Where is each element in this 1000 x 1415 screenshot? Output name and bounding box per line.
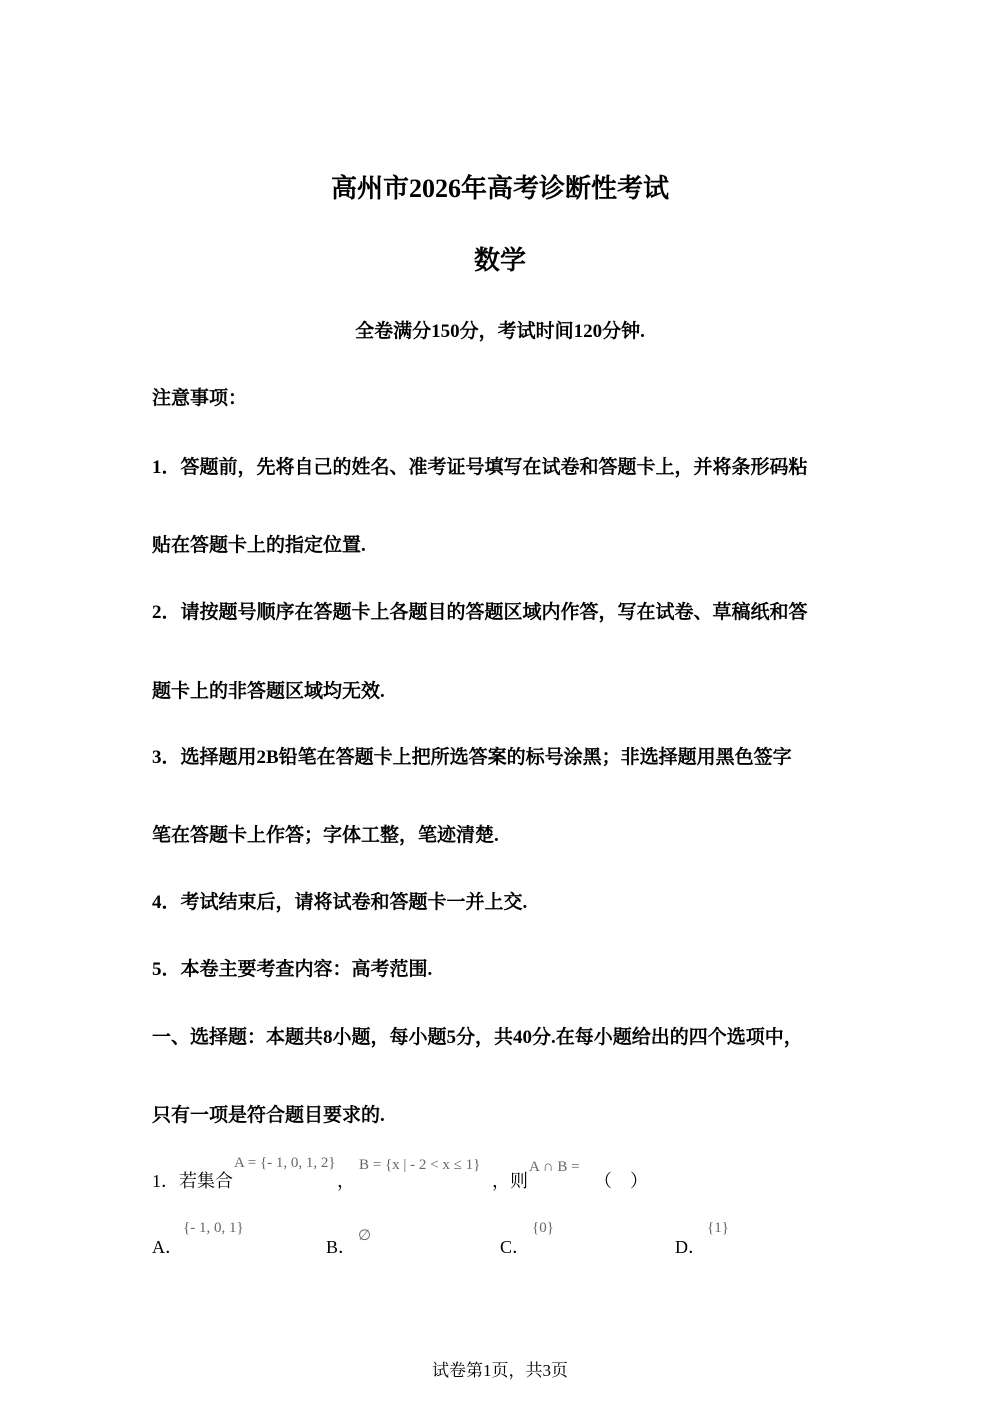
notice-item-1-line1: 1．答题前，先将自己的姓名、准考证号填写在试卷和答题卡上，并将条形码粘 (152, 457, 808, 478)
option-c-value: {0} (532, 1220, 554, 1236)
notice-item-3-line1: 3．选择题用2B铅笔在答题卡上把所选答案的标号涂黑；非选择题用黑色签字 (152, 747, 792, 768)
exam-title: 高州市2026年高考诊断性考试 (330, 174, 669, 203)
exam-meta: 全卷满分150分，考试时间120分钟. (355, 321, 645, 342)
notice-item-3-line2: 笔在答题卡上作答；字体工整，笔迹清楚. (152, 825, 499, 846)
notice-item-5: 5．本卷主要考查内容：高考范围. (152, 959, 433, 980)
notice-item-4: 4．考试结束后，请将试卷和答题卡一并上交. (152, 892, 528, 913)
option-a-letter: A． (152, 1237, 183, 1257)
question-1-prefix: 1．若集合 (152, 1171, 233, 1191)
question-1-then: ，则 (492, 1171, 528, 1191)
option-d-letter: D． (675, 1237, 706, 1257)
question-1-answer-blank: （ ） (594, 1171, 648, 1191)
option-d-value: {1} (707, 1220, 729, 1236)
question-1-expression: A ∩ B = (529, 1159, 580, 1175)
question-1-comma: ， (337, 1171, 355, 1191)
question-1-set-b: B = {x | - 2 < x ≤ 1} (359, 1157, 481, 1173)
notice-item-1-line2: 贴在答题卡上的指定位置. (152, 535, 366, 556)
option-b-letter: B． (326, 1237, 357, 1257)
notice-item-2-line2: 题卡上的非答题区域均无效. (152, 681, 385, 702)
page-footer: 试卷第1页，共3页 (432, 1361, 568, 1380)
option-c-letter: C． (500, 1237, 531, 1257)
option-a-value: {- 1, 0, 1} (183, 1220, 244, 1236)
exam-subject: 数学 (473, 246, 526, 275)
notice-heading: 注意事项： (152, 388, 248, 409)
notice-item-2-line1: 2．请按题号顺序在答题卡上各题目的答题区域内作答，写在试卷、草稿纸和答 (152, 602, 808, 623)
section-heading-line1: 一、选择题：本题共8小题，每小题5分，共40分.在每小题给出的四个选项中， (152, 1027, 803, 1048)
question-1-set-a: A = {- 1, 0, 1, 2} (234, 1155, 336, 1171)
section-heading-line2: 只有一项是符合题目要求的. (152, 1105, 385, 1126)
option-b-value: ∅ (358, 1228, 372, 1244)
